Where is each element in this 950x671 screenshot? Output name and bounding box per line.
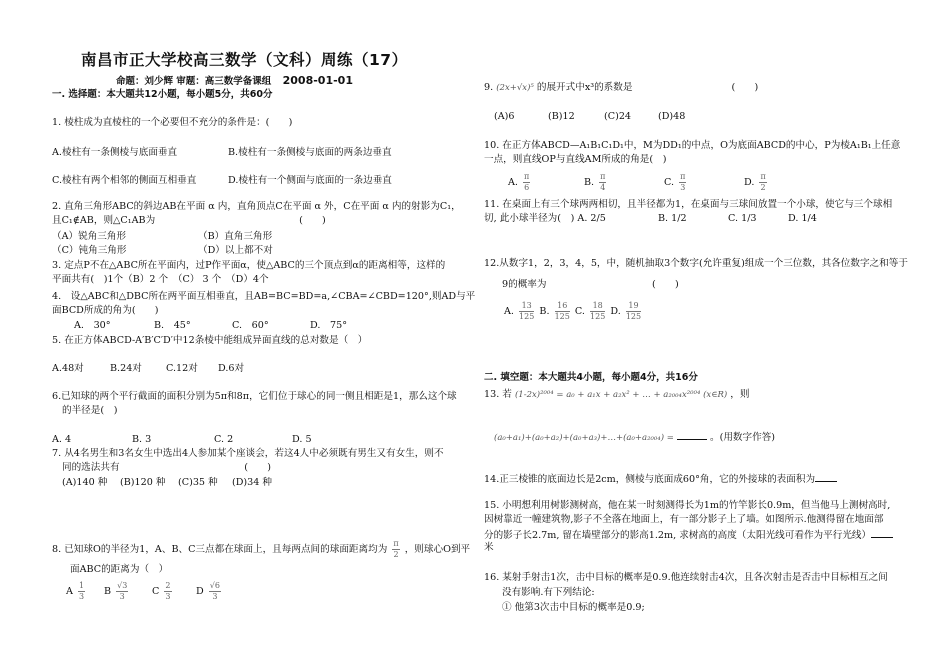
q13-expression: (1-2x)²⁰⁰⁴ = a₀ + a₁x + a₂x² + … + a₂₀₀₄x²⁰⁰⁴ (x∈R) [514, 390, 728, 400]
q7-option-c: (C)35 种 [178, 477, 218, 488]
q10-b-den: 4 [600, 183, 606, 192]
q6-line2: 的半径是( ) [62, 405, 118, 416]
q15-answer-blank[interactable] [871, 528, 893, 538]
q12-b-den: 125 [554, 312, 570, 321]
q4-line1: 4. 设△ABC和△DBC所在两平面互相垂直，且AB=BC=BD=a,∠CBA=∠CBD=120°,则AD与平 [52, 291, 476, 302]
q9-expression: (2x+√x)⁵ [496, 83, 534, 93]
q4-option-d: D. 75° [310, 320, 347, 331]
q8-b-num: √3 [117, 581, 128, 590]
q12-line1: 12.从数字1，2，3，4，5，中，随机抽取3个数字(允许重复)组成一个三位数，其各位数字之和等于 [484, 258, 908, 269]
q8-b-frac [116, 582, 128, 601]
q7-option-a: (A)140 种 [62, 477, 108, 488]
q10-line2: 一点，则直线OP与直线AM所成的角是( ) [484, 154, 667, 165]
q8-pi-over-2 [392, 540, 399, 559]
q5-stem: 5. 在正方体ABCD-A′B′C′D′中12条棱中能组成异面直线的总对数是（ ） [52, 335, 368, 346]
q3-line1: 3. 定点P不在△ABC所在平面内，过P作平面α，使△ABC的三个顶点到α的距离相等，这样的 [52, 260, 446, 271]
q2-option-c: （C）钝角三角形 [52, 245, 127, 256]
q13-number: 13. 若 [484, 389, 512, 400]
q9-option-b: (B)12 [548, 111, 575, 122]
q9-option-c: (C)24 [604, 111, 632, 122]
q8-line1-text: 8. 已知球O的半径为1，A、B、C三点都在球面上，且每两点间的球面距离均为 [52, 544, 388, 555]
q4-line2: 面BCD所成的角为( ) [52, 305, 159, 316]
q10-c-den: 3 [680, 183, 686, 192]
q6-option-c: C. 2 [214, 434, 234, 445]
q12-b-frac [555, 302, 570, 321]
q10-option-d [744, 173, 769, 192]
q14-stem: 14.正三棱锥的底面边长是2cm，侧棱与底面成60°角，它的外接球的表面积为 [484, 474, 816, 485]
page-subtitle [116, 74, 353, 89]
q12-line2: 9的概率为 ( ) [502, 279, 679, 290]
q13-line1 [484, 389, 749, 402]
q8-c-label: C [152, 586, 160, 597]
q9-text: 的展开式中x³的系数是 [536, 82, 633, 93]
q13-answer-blank[interactable] [677, 430, 707, 440]
q1-stem: 1. 棱柱成为直棱柱的一个必要但不充分的条件是：( ) [52, 117, 293, 128]
q12-d-frac [626, 302, 641, 321]
q9-number: 9. [484, 82, 494, 93]
q11-option-b: B. 1/2 [658, 213, 687, 224]
q12-a-num: 13 [519, 302, 534, 312]
q3-line2: 平面共有( )1个（B）2 个 （C） 3 个 （D）4个 [52, 274, 269, 285]
q12-options [504, 302, 643, 321]
q10-option-a [508, 173, 532, 192]
q8-d-label: D [196, 586, 204, 597]
q8-d-num: √6 [209, 581, 220, 590]
q13-tail: ，则 [730, 389, 750, 400]
q8-line1 [52, 540, 470, 559]
q10-option-b [584, 173, 608, 192]
q9-stem [484, 82, 758, 95]
q2-option-b: （B）直角三角形 [198, 231, 273, 242]
q16-line2: 没有影响.有下列结论: [502, 587, 595, 598]
q8-option-b [104, 582, 130, 601]
q1-option-d: D.棱柱有一个侧面与底面的一条边垂直 [228, 175, 392, 186]
q9-option-a: (A)6 [494, 111, 515, 122]
q13-line2 [494, 430, 775, 445]
q4-option-a: A. 30° [74, 320, 111, 331]
q15-line4: 米 [484, 542, 494, 553]
q10-c-frac [679, 173, 686, 192]
q1-option-a: A.棱柱有一条侧棱与底面垂直 [52, 147, 178, 158]
q10-d-num: π [760, 172, 766, 181]
q16-line1: 16. 某射手射击1次，击中目标的概率是0.9.他连续射击4次，且各次射击是否击中目标相互之间 [484, 572, 888, 583]
q15-line2: 因树靠近一幢建筑物,影子不全落在地面上，有一部分影子上了墙。如图所示.他测得留在地面部 [484, 514, 884, 525]
q12-d-label: D. [610, 306, 621, 317]
q11-option-c: C. 1/3 [728, 213, 757, 224]
q7-option-b: (B)120 种 [120, 477, 166, 488]
q1-option-b: B.棱柱有一条侧棱与底面的两条边垂直 [228, 147, 392, 158]
q13-sum-expression: (a₀+a₁)+(a₀+a₂)+(a₀+a₃)+…+(a₀+a₂₀₀₄) = [494, 433, 674, 443]
q8-c-frac [164, 582, 171, 601]
q12-c-label: C. [574, 306, 585, 317]
q9-paren: ( ) [731, 82, 759, 93]
q9-option-d: (D)48 [658, 111, 686, 122]
q12-c-num: 18 [590, 302, 605, 312]
q11-option-d: D. 1/4 [788, 213, 817, 224]
q8-b-label: B [104, 586, 112, 597]
q15-line1: 15. 小明想利用树影测树高，他在某一时刻测得长为1m的竹竿影长0.9m，但当他马上测树高时, [484, 500, 891, 511]
q10-a-frac [523, 173, 530, 192]
q8-a-frac [78, 582, 85, 601]
section-heading-fill: 二. 填空题：本大题共4小题，每小题4分，共16分 [484, 372, 698, 383]
q6-option-b: B. 3 [132, 434, 152, 445]
q14-text [484, 472, 837, 487]
q8-d-den: 3 [212, 592, 218, 601]
q7-line1: 7. 从4名男生和3名女生中选出4人参加某个座谈会，若这4人中必须既有男生又有女生，则不 [52, 448, 444, 459]
page-title: 南昌市正大学校高三数学（文科）周练（17） [81, 51, 408, 69]
q5-option-c: C.12对 [166, 363, 198, 374]
q12-d-den: 125 [625, 312, 642, 321]
q6-option-d: D. 5 [292, 434, 312, 445]
section-heading-choice: 一. 选择题：本大题共12小题，每小题5分，共60分 [52, 89, 273, 100]
author-line: 命题：刘少辉 审题：高三数学备课组 [116, 76, 272, 87]
q15-line3-text: 分的影子长2.7m, 留在墙壁部分的影高1.2m, 求树高的高度（太阳光线可看作为平行光线） [484, 530, 872, 541]
q2-line1: 2. 直角三角形ABC的斜边AB在平面 α 内，直角顶点C在平面 α 外，C在平面 α 内的射影为C₁， [52, 201, 461, 212]
q1-option-c: C.棱柱有两个相邻的侧面互相垂直 [52, 175, 197, 186]
q10-c-label: C. [664, 177, 675, 188]
q15-line3 [484, 528, 893, 543]
q12-b-label: B. [539, 306, 550, 317]
q10-b-num: π [600, 172, 606, 181]
q10-a-den: 6 [524, 183, 530, 192]
q7-option-d: (D)34 种 [232, 477, 273, 488]
q12-a-label: A. [504, 306, 514, 317]
q8-c-den: 3 [165, 592, 171, 601]
q8-a-num: 1 [79, 581, 85, 590]
q5-option-a: A.48对 [52, 363, 84, 374]
q10-b-label: B. [584, 177, 595, 188]
q8-b-den: 3 [119, 592, 125, 601]
q8-d-frac [209, 582, 221, 601]
q10-a-num: π [524, 172, 530, 181]
q10-line1: 10. 在正方体ABCD—A₁B₁C₁D₁中，M为DD₁的中点，O为底面ABCD的中心，P为棱A₁B₁上任意 [484, 140, 901, 151]
q11-line1: 11. 在桌面上有三个球两两相切，且半径都为1，在桌面与三球间放置一个小球，使它与三个球相 [484, 199, 893, 210]
q12-d-num: 19 [626, 302, 641, 312]
q8-frac-num: π [393, 539, 399, 548]
q8-frac-den: 2 [393, 550, 399, 559]
q5-option-b: B.24对 [110, 363, 142, 374]
date: 2008-01-01 [282, 74, 353, 87]
q10-d-frac [759, 173, 766, 192]
q10-d-den: 2 [760, 183, 766, 192]
q8-a-den: 3 [79, 592, 85, 601]
q6-line1: 6.已知球的两个平行截面的面积分别为5π和8π，它们位于球心的同一侧且相距是1，那么这个球 [52, 391, 457, 402]
q8-option-d [196, 582, 223, 601]
q8-option-c [152, 582, 174, 601]
q2-line2: 且C₁∉AB，则△C₁AB为 ( ) [52, 215, 326, 226]
q8-line2: 面ABC的距离为（ ） [70, 564, 169, 575]
q13-tail2: 。(用数字作答) [709, 432, 776, 443]
q8-option-a [66, 582, 87, 601]
q7-line2: 同的选法共有 ( ) [62, 462, 271, 473]
q10-option-c [664, 173, 688, 192]
q10-a-label: A. [508, 177, 518, 188]
q11-line2: 切, 此小球半径为( ) A. 2/5 [484, 213, 606, 224]
q16-line3: ① 他第3次击中目标的概率是0.9; [502, 602, 645, 613]
q14-answer-blank[interactable] [815, 472, 837, 482]
q10-d-label: D. [744, 177, 755, 188]
q10-b-frac [599, 173, 606, 192]
q12-b-num: 16 [555, 302, 570, 312]
q12-a-den: 125 [519, 312, 535, 321]
q8-c-num: 2 [165, 581, 171, 590]
q2-option-a: （A）锐角三角形 [52, 231, 127, 242]
q10-c-num: π [680, 172, 686, 181]
q6-option-a: A. 4 [52, 434, 72, 445]
q12-c-den: 125 [590, 312, 606, 321]
q12-c-frac [590, 302, 605, 321]
q8-line1-tail: ，则球心O到平 [404, 544, 471, 555]
q5-option-d: D.6对 [218, 363, 245, 374]
q2-option-d: （D）以上都不对 [198, 245, 273, 256]
q8-a-label: A [66, 586, 73, 597]
q12-a-frac [519, 302, 534, 321]
q4-option-b: B. 45° [154, 320, 191, 331]
q4-option-c: C. 60° [232, 320, 269, 331]
